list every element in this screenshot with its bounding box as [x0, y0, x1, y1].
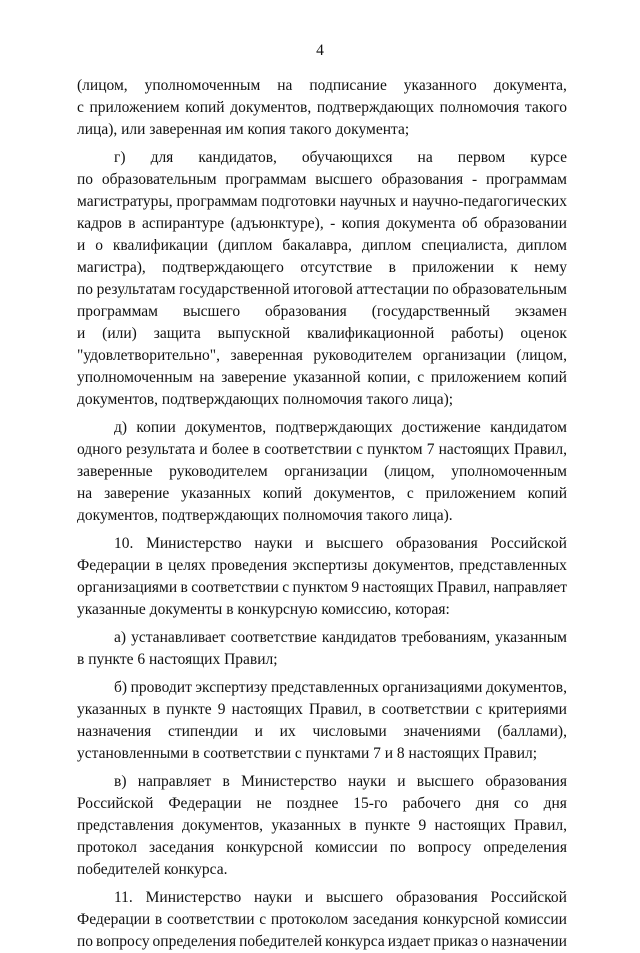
- text-line: [77, 887, 567, 909]
- word: 9: [217, 701, 226, 718]
- word: высшего: [325, 889, 384, 906]
- text-line: документов, подтверждающих полномочия такого лица).: [77, 507, 453, 524]
- word: для: [150, 149, 174, 166]
- word: в: [128, 215, 136, 232]
- word: работы): [451, 325, 504, 342]
- word: организациями: [77, 579, 178, 596]
- word: указанных: [77, 701, 147, 718]
- word: назначении: [491, 933, 567, 950]
- word: экзамен: [515, 303, 567, 320]
- word: 10.: [114, 535, 134, 552]
- word: в: [368, 701, 376, 718]
- word: документов,: [185, 419, 267, 436]
- word: кадров: [77, 215, 122, 232]
- word: подтверждающих: [275, 419, 393, 436]
- word: аспирантуре: [141, 215, 225, 232]
- text-line: указанные документы в конкурсную комиссию, которая:: [77, 601, 450, 618]
- word: Российской: [77, 795, 154, 812]
- word: и: [305, 535, 314, 552]
- word: копий: [527, 485, 567, 502]
- word: с: [259, 911, 267, 928]
- word: первом: [457, 149, 506, 166]
- word: заседания: [352, 911, 419, 928]
- text-line: [77, 815, 567, 837]
- word: об: [461, 215, 478, 232]
- word: соответствии: [264, 441, 352, 458]
- word: документов,: [313, 485, 395, 502]
- word: Министерство: [241, 773, 337, 790]
- word: кандидатов: [321, 629, 397, 646]
- text-line: [77, 699, 567, 721]
- word: настоящих: [362, 579, 434, 596]
- word: Российской: [490, 535, 567, 552]
- word: образования: [485, 773, 567, 790]
- word: 9: [418, 817, 427, 834]
- word: представления: [77, 817, 174, 834]
- text-line: [77, 793, 567, 815]
- word: Федерации: [77, 557, 151, 574]
- word: о: [95, 237, 103, 254]
- word: копий: [185, 99, 225, 116]
- word: более: [211, 441, 249, 458]
- word: дня: [543, 795, 567, 812]
- word: выпускной: [217, 325, 291, 342]
- word: (диплом: [217, 237, 273, 254]
- text-line: [77, 169, 567, 191]
- word: их: [279, 723, 296, 740]
- word: указанного: [403, 77, 477, 94]
- word: Федерации: [77, 911, 151, 928]
- word: и: [77, 237, 86, 254]
- word: конкурсной: [226, 839, 304, 856]
- word: вопросу: [417, 839, 472, 856]
- word: копия: [341, 215, 380, 232]
- word: итоговой: [293, 281, 353, 298]
- word: и: [397, 773, 406, 790]
- word: высшего: [416, 773, 474, 790]
- word: уполномоченным: [144, 77, 261, 94]
- word: рабочего: [402, 795, 461, 812]
- text-line: [77, 483, 567, 505]
- text-line: победителей конкурса.: [77, 861, 228, 878]
- word: по: [77, 933, 94, 950]
- word: бакалавра,: [282, 237, 352, 254]
- word: высшего: [182, 303, 241, 320]
- text-line: [77, 301, 567, 323]
- word: указанным: [495, 629, 567, 646]
- word: одного: [77, 441, 122, 458]
- text-line: в пункте 6 настоящих Правил;: [77, 651, 278, 668]
- word: пунктом: [292, 579, 348, 596]
- word: научных: [339, 193, 397, 210]
- word: к: [510, 259, 518, 276]
- word: представленных: [459, 557, 567, 574]
- word: по: [432, 281, 449, 298]
- word: соответствии: [191, 579, 279, 596]
- word: кандидатов,: [198, 149, 277, 166]
- word: заверенная: [230, 347, 303, 364]
- word: достижение: [401, 419, 481, 436]
- word: уполномоченным: [77, 369, 193, 386]
- word: 9: [351, 579, 360, 596]
- text-line: [77, 837, 567, 859]
- word: заверение: [104, 485, 170, 502]
- word: заверенные: [77, 463, 153, 480]
- word: в: [252, 441, 261, 458]
- word: указанных: [181, 485, 251, 502]
- word: диплом: [361, 237, 412, 254]
- word: в: [349, 817, 357, 834]
- word: программам: [176, 193, 258, 210]
- word: программам: [225, 171, 307, 188]
- word: образования: [396, 535, 478, 552]
- word: подготовки: [261, 193, 336, 210]
- word: настоящих: [434, 817, 506, 834]
- text-line: [77, 909, 567, 931]
- word: и: [304, 889, 314, 906]
- word: экспертизы: [292, 557, 368, 574]
- word: образования: [381, 171, 464, 188]
- word: магистратуры,: [77, 193, 173, 210]
- text-line: [77, 417, 567, 439]
- word: документа: [386, 215, 456, 232]
- text-line: [77, 367, 567, 389]
- word: соответствии: [381, 701, 470, 718]
- word: в: [388, 259, 396, 276]
- word: аттестации: [356, 281, 430, 298]
- text-line: [77, 213, 567, 235]
- word: 11.: [114, 889, 133, 906]
- word: позднее: [286, 795, 339, 812]
- word: образования: [395, 889, 478, 906]
- word: копии,: [367, 369, 411, 386]
- word: пункте: [364, 817, 411, 834]
- word: руководителем: [169, 463, 268, 480]
- word: конкурсной: [422, 911, 500, 928]
- word: Министерство: [145, 889, 242, 906]
- word: пункте: [166, 701, 212, 718]
- word: образовательным: [101, 171, 217, 188]
- word: документов,: [230, 99, 312, 116]
- word: Российской: [490, 889, 567, 906]
- word: заверение: [221, 369, 287, 386]
- word: уполномоченным: [451, 463, 567, 480]
- text-line: [77, 627, 567, 649]
- text-line: [77, 279, 567, 301]
- word: копий: [527, 369, 567, 386]
- text-line: [77, 147, 567, 169]
- word: такого: [524, 99, 567, 116]
- word: Правил,: [513, 817, 567, 834]
- word: д): [114, 419, 128, 436]
- word: значениями: [403, 723, 481, 740]
- word: Правил,: [437, 579, 491, 596]
- text-line: [77, 577, 567, 599]
- word: документов,: [182, 817, 264, 834]
- word: конкурса: [325, 933, 385, 950]
- word: определения: [483, 839, 567, 856]
- word: с: [417, 369, 425, 386]
- word: дня: [475, 795, 500, 812]
- word: настоящих: [438, 441, 510, 458]
- word: документа,: [493, 77, 567, 94]
- word: подтверждающего: [162, 259, 284, 276]
- word: Министерство: [146, 535, 242, 552]
- word: отсутствие: [300, 259, 373, 276]
- word: высшего: [315, 171, 373, 188]
- word: пунктом: [367, 441, 423, 458]
- word: квалификационной: [307, 325, 435, 342]
- text-line: [77, 345, 567, 367]
- text-line: [77, 677, 567, 699]
- text-line: [77, 721, 567, 743]
- word: приложением: [425, 485, 516, 502]
- word: (или): [102, 325, 137, 342]
- word: в: [152, 701, 161, 718]
- text-line: [77, 191, 567, 213]
- text-line: [77, 931, 567, 953]
- word: направляет: [493, 579, 567, 596]
- word: проводит: [130, 679, 192, 696]
- word: о: [480, 933, 489, 950]
- page-number: 4: [316, 42, 324, 59]
- word: направляет: [137, 773, 212, 790]
- text-line: [77, 257, 567, 279]
- word: Правил,: [513, 441, 567, 458]
- word: приложении: [412, 259, 494, 276]
- word: и: [254, 723, 263, 740]
- word: требованиям,: [401, 629, 491, 646]
- word: издает: [387, 933, 431, 950]
- word: подтверждающих: [316, 99, 434, 116]
- text-line: [77, 461, 567, 483]
- text-line: [77, 323, 567, 345]
- text-line: [77, 97, 567, 119]
- word: -: [471, 171, 478, 188]
- word: организации: [284, 463, 368, 480]
- word: назначения: [77, 723, 152, 740]
- word: приложением: [89, 99, 180, 116]
- word: специалиста,: [421, 237, 508, 254]
- word: и: [199, 441, 208, 458]
- word: с: [406, 485, 414, 502]
- word: кандидатом: [490, 419, 567, 436]
- word: научно-педагогических: [412, 193, 567, 210]
- text-line: установленными в соответствии с пунктами 7 и 8 настоящих Правил;: [77, 745, 538, 762]
- word: в: [222, 773, 230, 790]
- word: (государственный: [371, 303, 491, 320]
- word: руководителем: [313, 347, 412, 364]
- word: приказ: [433, 933, 478, 950]
- word: (лицом,: [77, 77, 128, 94]
- word: диплом: [517, 237, 567, 254]
- word: на: [417, 149, 433, 166]
- text-line: [77, 771, 567, 793]
- word: г): [114, 149, 126, 166]
- word: (баллами),: [497, 723, 567, 740]
- word: целях: [168, 557, 206, 574]
- word: заседания: [148, 839, 215, 856]
- word: результата: [126, 441, 196, 458]
- word: на: [277, 77, 293, 94]
- text-line: документов, подтверждающих полномочия такого лица);: [77, 391, 454, 408]
- word: комиссии: [315, 839, 378, 856]
- word: протокол: [77, 839, 137, 856]
- word: с: [475, 701, 483, 718]
- word: документов,: [485, 679, 567, 696]
- text-line: лица), или заверенная им копия такого документа;: [77, 121, 410, 138]
- word: стипендии: [167, 723, 238, 740]
- word: соответствии: [166, 911, 255, 928]
- word: образования: [265, 303, 347, 320]
- word: копии: [136, 419, 176, 436]
- word: со: [514, 795, 529, 812]
- word: Правил,: [309, 701, 363, 718]
- text-line: [77, 533, 567, 555]
- word: с: [356, 441, 363, 458]
- word: науки: [254, 889, 293, 906]
- word: экспертизу: [195, 679, 268, 696]
- word: соответствие: [230, 629, 317, 646]
- word: копий: [262, 485, 303, 502]
- word: не: [256, 795, 272, 812]
- word: магистра),: [77, 259, 146, 276]
- word: и: [77, 325, 86, 342]
- word: на: [199, 369, 215, 386]
- word: организациями: [382, 679, 483, 696]
- word: а): [114, 629, 127, 646]
- word: с: [77, 99, 84, 116]
- word: Федерации: [168, 795, 242, 812]
- word: (лицом,: [384, 463, 435, 480]
- word: (лицом,: [516, 347, 567, 364]
- word: полномочия: [439, 99, 520, 116]
- word: числовыми: [312, 723, 387, 740]
- word: защита: [153, 325, 201, 342]
- word: -: [330, 215, 336, 232]
- word: результатам: [96, 281, 176, 298]
- word: на: [77, 485, 93, 502]
- text-line: [77, 235, 567, 257]
- word: б): [114, 679, 128, 696]
- word: в: [154, 911, 163, 928]
- word: курсе: [530, 149, 567, 166]
- word: представленных: [270, 679, 379, 696]
- word: указанных: [271, 817, 341, 834]
- word: 15-го: [353, 795, 388, 812]
- word: приложением: [430, 369, 521, 386]
- word: (адъюнктуре),: [230, 215, 324, 232]
- word: определения: [152, 933, 237, 950]
- word: проведения: [211, 557, 288, 574]
- word: в): [114, 773, 127, 790]
- word: 7: [426, 441, 435, 458]
- word: науки: [347, 773, 386, 790]
- word: устанавливает: [131, 629, 226, 646]
- word: с: [282, 579, 290, 596]
- word: оценок: [520, 325, 567, 342]
- word: подписание: [309, 77, 387, 94]
- word: обучающихся: [301, 149, 393, 166]
- word: указанной: [293, 369, 361, 386]
- word: вопросу: [96, 933, 150, 950]
- word: организации: [422, 347, 506, 364]
- word: протоколом: [270, 911, 349, 928]
- word: победителей: [239, 933, 323, 950]
- word: по: [389, 839, 406, 856]
- word: и: [400, 193, 409, 210]
- word: программам: [77, 303, 158, 320]
- word: нему: [534, 259, 567, 276]
- word: программам: [486, 171, 567, 188]
- text-line: [77, 555, 567, 577]
- word: комиссии: [504, 911, 567, 928]
- text-line: [77, 439, 567, 461]
- word: науки: [254, 535, 293, 552]
- word: настоящих: [231, 701, 303, 718]
- word: образовании: [483, 215, 567, 232]
- word: по: [77, 171, 94, 188]
- text-line: [77, 75, 567, 97]
- word: по: [77, 281, 94, 298]
- word: "удовлетворительно",: [77, 347, 220, 364]
- word: государственной: [179, 281, 290, 298]
- word: высшего: [326, 535, 384, 552]
- word: критериями: [488, 701, 567, 718]
- word: в: [180, 579, 188, 596]
- word: в: [155, 557, 163, 574]
- document-body: [77, 75, 567, 953]
- word: образовательным: [452, 281, 567, 298]
- word: квалификации: [112, 237, 208, 254]
- word: документов,: [372, 557, 454, 574]
